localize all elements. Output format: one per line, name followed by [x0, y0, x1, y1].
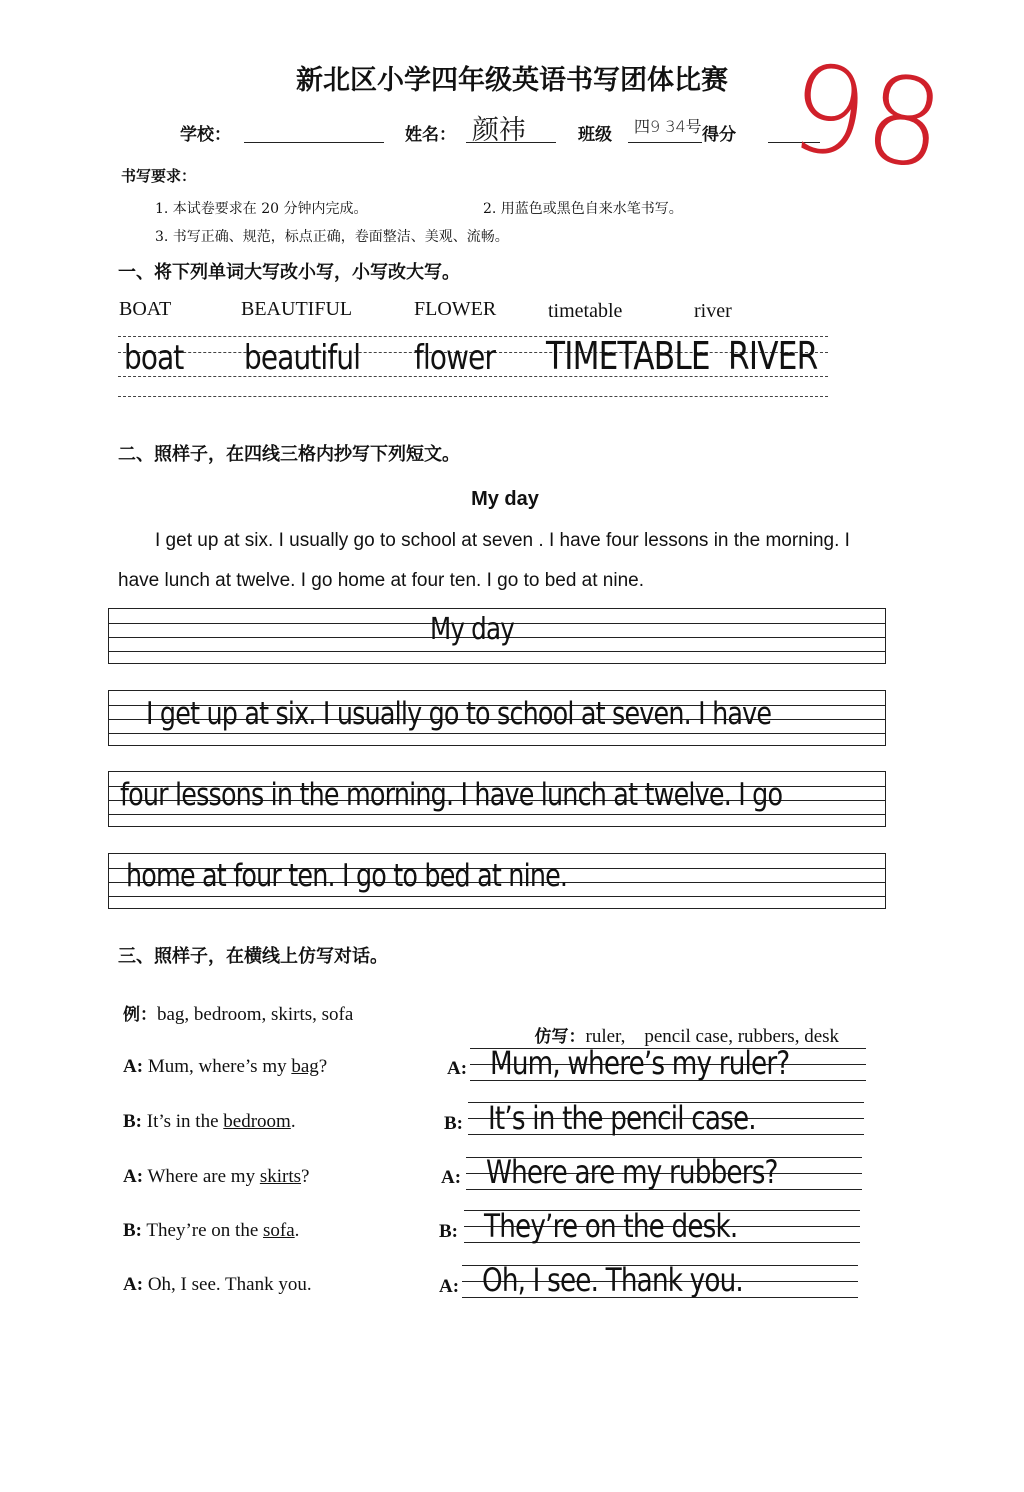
- copied-line: I get up at six. I usually go to school at seven. I have: [146, 696, 772, 732]
- requirement-item: 1. 本试卷要求在 20 分钟内完成。: [155, 201, 368, 217]
- speaker-label: B:: [439, 1221, 458, 1242]
- class-field[interactable]: [628, 142, 702, 143]
- word-item: river: [694, 300, 732, 322]
- example-dialog-line: [123, 1056, 327, 1078]
- word-item: BOAT: [119, 298, 172, 320]
- class-label: 班级: [578, 125, 612, 145]
- imitate-words-row: [525, 1000, 839, 1048]
- dialog-keyword: skirts: [259, 1166, 302, 1187]
- copied-line: four lessons in the morning. I have lunch at twelve. I go: [120, 777, 783, 813]
- dialog-text: ?: [301, 1166, 310, 1187]
- dialog-text: It’s in the: [146, 1111, 224, 1132]
- answer-word: RIVER: [728, 334, 818, 378]
- ruled-line: [109, 896, 885, 897]
- passage-title: My day: [471, 488, 539, 510]
- example-dialog-line: [123, 1166, 309, 1188]
- requirement-item: 3. 书写正确、规范，标点正确，卷面整洁、美观、流畅。: [155, 229, 509, 245]
- dialog-text: .: [294, 1220, 300, 1241]
- answer-line: Mum, where’s my ruler?: [490, 1044, 790, 1082]
- speaker-label: A:: [123, 1274, 144, 1295]
- section1-heading: 一、将下列单词大写改小写，小写改大写。: [118, 262, 460, 283]
- answer-line: It’s in the pencil case.: [488, 1099, 756, 1137]
- word-item: timetable: [548, 300, 623, 322]
- school-field[interactable]: [244, 142, 384, 143]
- speaker-label: A:: [447, 1058, 468, 1079]
- score-mark: 98: [781, 38, 952, 197]
- example-words-row: [123, 1000, 353, 1026]
- example-dialog-line: [123, 1274, 312, 1296]
- example-dialog-line: [123, 1220, 299, 1242]
- dialog-text: Mum, where’s my: [147, 1056, 292, 1077]
- passage-line: I get up at six. I usually go to school at seven . I have four lessons in the morning. I: [155, 530, 850, 551]
- imitate-words: ruler, pencil case, rubbers, desk: [585, 1026, 840, 1047]
- speaker-label: A:: [123, 1056, 144, 1077]
- ruled-line: [109, 814, 885, 815]
- class-value: 四9 34号: [634, 117, 702, 136]
- dialog-keyword: sofa: [263, 1220, 295, 1241]
- name-label: 姓名：: [405, 125, 456, 145]
- dialog-text: Where are my: [147, 1166, 260, 1187]
- passage-line: have lunch at twelve. I go home at four ten. I go to bed at nine.: [118, 570, 645, 591]
- requirement-item: 2. 用蓝色或黑色自来水笔书写。: [483, 201, 683, 217]
- answer-word: flower: [414, 338, 496, 378]
- word-item: BEAUTIFUL: [241, 298, 353, 320]
- answer-line: Oh, I see. Thank you.: [482, 1261, 743, 1299]
- page-title: 新北区小学四年级英语书写团体比赛: [296, 65, 728, 96]
- dialog-keyword: bag: [291, 1056, 319, 1077]
- ruled-line: [109, 651, 885, 652]
- example-words: bag, bedroom, skirts, sofa: [157, 1004, 354, 1025]
- answer-word: boat: [124, 338, 184, 378]
- dialog-text: Oh, I see. Thank you.: [147, 1274, 312, 1295]
- speaker-label: B:: [123, 1111, 142, 1132]
- score-label: 得分: [702, 125, 736, 145]
- example-dialog-line: [123, 1111, 296, 1133]
- speaker-label: B:: [444, 1113, 463, 1134]
- requirements-heading: 书写要求：: [121, 167, 197, 185]
- name-value: 颜祎: [472, 115, 526, 146]
- guide-line: [118, 336, 828, 337]
- answer-line: They’re on the desk.: [484, 1207, 738, 1245]
- school-label: 学校：: [180, 125, 231, 145]
- speaker-label: B:: [123, 1220, 142, 1241]
- answer-word: TIMETABLE: [546, 334, 710, 378]
- answer-word: beautiful: [244, 338, 361, 378]
- dialog-keyword: bedroom: [223, 1111, 291, 1132]
- speaker-label: A:: [123, 1166, 144, 1187]
- dialog-text: ?: [318, 1056, 328, 1077]
- guide-line: [118, 396, 828, 397]
- speaker-label: A:: [439, 1276, 460, 1297]
- dialog-text: They’re on the: [146, 1220, 264, 1241]
- dialog-text: .: [290, 1111, 296, 1132]
- section2-heading: 二、照样子，在四线三格内抄写下列短文。: [118, 444, 460, 465]
- copied-line: home at four ten. I go to bed at nine.: [126, 858, 568, 894]
- answer-line: Where are my rubbers?: [486, 1153, 778, 1191]
- ruled-line: [109, 733, 885, 734]
- word-item: FLOWER: [414, 298, 497, 320]
- copied-line: My day: [430, 612, 514, 647]
- example-label: 例：: [123, 1005, 157, 1025]
- speaker-label: A:: [441, 1167, 462, 1188]
- imitate-label: 仿写：: [534, 1027, 586, 1047]
- section3-heading: 三、照样子，在横线上仿写对话。: [118, 946, 388, 967]
